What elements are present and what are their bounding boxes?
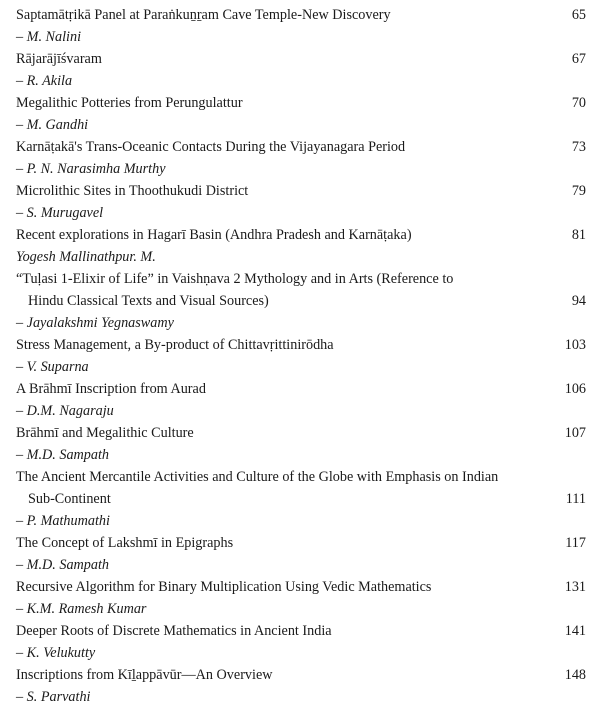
article-author: – P. N. Narasimha Murthy xyxy=(16,161,166,177)
article-author: – S. Murugavel xyxy=(16,205,104,221)
article-author: – K. Velukutty xyxy=(16,645,96,661)
toc-entry-row xyxy=(16,620,586,642)
article-title-line1: Deeper Roots of Discrete Mathematics in Ancient India xyxy=(16,623,332,639)
article-title-line1: Megalithic Potteries from Perungulattur xyxy=(16,95,243,111)
article-title-line2: Sub-Continent xyxy=(28,491,111,507)
article-author: – K.M. Ramesh Kumar xyxy=(16,601,147,617)
article-title-line1: Inscriptions from Kīḻappāvūr—An Overview xyxy=(16,667,273,683)
article-author: – M. Gandhi xyxy=(16,117,89,133)
article-title xyxy=(16,136,546,158)
toc-entry-row xyxy=(16,268,586,312)
page-number: 70 xyxy=(571,95,586,111)
toc-entry-row xyxy=(16,532,586,554)
toc-entry xyxy=(16,48,586,92)
toc-entry xyxy=(16,224,586,268)
toc-entry xyxy=(16,180,586,224)
article-title xyxy=(16,180,546,202)
toc-entry xyxy=(16,4,586,48)
page-number: 117 xyxy=(565,535,586,551)
article-title xyxy=(16,576,546,598)
toc-entry xyxy=(16,334,586,378)
article-author: – R. Akila xyxy=(16,73,73,89)
article-author: – M.D. Sampath xyxy=(16,557,110,573)
article-title xyxy=(16,466,546,510)
toc-entry xyxy=(16,268,586,334)
article-title-line1: Karnāṭakā's Trans-Oceanic Contacts During the Vijayanagara Period xyxy=(16,139,406,155)
toc-entry xyxy=(16,422,586,466)
article-title xyxy=(16,664,546,686)
toc-entry-row xyxy=(16,92,586,114)
article-title xyxy=(16,532,546,554)
article-title xyxy=(16,224,546,246)
page-number: 79 xyxy=(571,183,586,199)
article-author: – P. Mathumathi xyxy=(16,513,110,529)
toc-entry-row xyxy=(16,466,586,510)
toc-list xyxy=(16,4,586,708)
toc-entry xyxy=(16,466,586,532)
article-title xyxy=(16,334,546,356)
article-title-line2: Hindu Classical Texts and Visual Sources) xyxy=(28,293,269,309)
page-number: 65 xyxy=(571,7,586,23)
article-title-line1: Saptamātṛikā Panel at Paraṅkuṉṟam Cave Temple-New Discovery xyxy=(16,7,391,23)
article-title-line1: Rājarājīśvaram xyxy=(16,51,102,67)
page-number: 94 xyxy=(571,293,586,309)
article-author: – V. Suparna xyxy=(16,359,89,375)
toc-entry xyxy=(16,620,586,664)
article-author: – S. Parvathi xyxy=(16,689,91,705)
article-title xyxy=(16,268,546,312)
article-title-line1: The Concept of Lakshmī in Epigraphs xyxy=(16,535,234,551)
article-title-line1: Recent explorations in Hagarī Basin (Andhra Pradesh and Karnāṭaka) xyxy=(16,227,412,243)
page-number: 67 xyxy=(571,51,586,67)
toc-entry xyxy=(16,532,586,576)
article-title-line1: Stress Management, a By-product of Chittavṛittinirōdha xyxy=(16,337,334,353)
article-title-line1: Brāhmī and Megalithic Culture xyxy=(16,425,194,441)
article-author: Yogesh Mallinathpur. M. xyxy=(16,249,156,265)
page-number: 107 xyxy=(564,425,586,441)
article-title xyxy=(16,620,546,642)
toc-entry-row xyxy=(16,224,586,246)
page-number: 131 xyxy=(564,579,586,595)
toc-entry-row xyxy=(16,48,586,70)
toc-entry-row xyxy=(16,378,586,400)
toc-entry xyxy=(16,664,586,708)
toc-entry xyxy=(16,378,586,422)
article-title xyxy=(16,48,546,70)
article-title-line1: Recursive Algorithm for Binary Multiplication Using Vedic Mathematics xyxy=(16,579,432,595)
article-author: – D.M. Nagaraju xyxy=(16,403,114,419)
article-author: – M.D. Sampath xyxy=(16,447,110,463)
toc-entry xyxy=(16,576,586,620)
toc-entry-row xyxy=(16,576,586,598)
toc-entry-row xyxy=(16,4,586,26)
toc-entry xyxy=(16,92,586,136)
page-number: 73 xyxy=(571,139,586,155)
article-title-line1: Microlithic Sites in Thoothukudi District xyxy=(16,183,249,199)
page-number: 111 xyxy=(565,491,586,507)
article-author: – M. Nalini xyxy=(16,29,82,45)
article-title xyxy=(16,378,546,400)
page-number: 148 xyxy=(564,667,586,683)
article-title xyxy=(16,4,546,26)
article-title-line1: The Ancient Mercantile Activities and Culture of the Globe with Emphasis on Indian xyxy=(16,469,499,485)
page-number: 81 xyxy=(571,227,586,243)
article-title xyxy=(16,422,546,444)
article-author: – Jayalakshmi Yegnaswamy xyxy=(16,315,174,331)
article-title-line1: A Brāhmī Inscription from Aurad xyxy=(16,381,206,397)
toc-entry-row xyxy=(16,422,586,444)
toc-entry-row xyxy=(16,334,586,356)
page-number: 141 xyxy=(564,623,586,639)
toc-entry-row xyxy=(16,664,586,686)
toc-entry-row xyxy=(16,180,586,202)
article-title-line1: “Tuḷasi 1-Elixir of Life” in Vaishṇava 2 Mythology and in Arts (Reference to xyxy=(16,271,454,287)
toc-entry-row xyxy=(16,136,586,158)
toc-entry xyxy=(16,136,586,180)
page-number: 103 xyxy=(564,337,586,353)
article-title xyxy=(16,92,546,114)
page-number: 106 xyxy=(564,381,586,397)
